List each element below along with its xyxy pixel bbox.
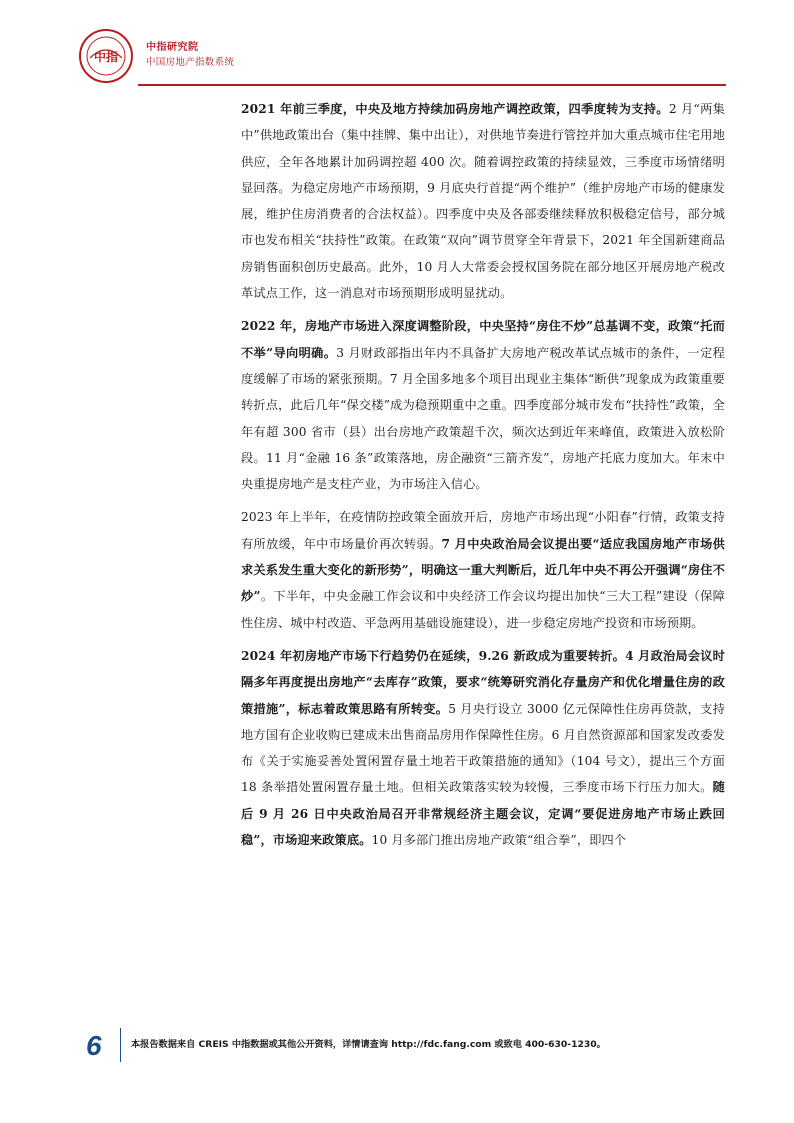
paragraph-2021 — [241, 96, 725, 306]
logo-glyph: 中指 — [93, 50, 119, 64]
body-text: 2023 年上半年，在疫情防控政策全面放开后，房地产市场出现“小阳春”行情，政策支持有所放缓，年中市场量价再次转弱。 — [241, 510, 725, 551]
body-text: 3 月财政部指出年内不具备扩大房地产税改革试点城市的条件，一定程度缓解了市场的紧张预期。7 月全国多地多个项目出现业主集体“断供”现象成为政策重要转折点，此后几年“保交楼”成为稳预期重中之重。四季度部分城市发布“扶持性”政策，全年有超 300 省市（县）出台房地产政策超千次，频次达到近年来峰值，政策进入放松阶段。11 月“金融 16 条”政策落地，房企融资“三箭齐发”，房地产托底力度加大。年末中央重提房地产是支柱产业，为市场注入信心。 — [241, 345, 725, 492]
emphasis-text: 2021 年前三季度，中央及地方持续加码房地产调控政策，四季度转为支持。 — [241, 102, 669, 116]
footer-divider — [120, 1028, 121, 1062]
report-body — [241, 96, 725, 860]
body-text: 10 月多部门推出房地产政策“组合拳”，即四个 — [371, 833, 627, 848]
page-header — [0, 0, 794, 100]
org-subtitle: 中国房地产指数系统 — [146, 57, 235, 68]
page-number: 6 — [86, 1030, 102, 1061]
emphasis-text: 2024 年初房地产市场下行趋势仍在延续，9.26 新政成为重要转折。4 月政治局会议时隔多年再度提出房地产“去库存”政策，要求“统筹研究消化存量房产和优化增量住房的政策措施”，标志着政策思路有所转变。 — [241, 648, 725, 716]
body-text: 5 月央行设立 3000 亿元保障性住房再贷款，支持地方国有企业收购已建成未出售商品房用作保障性住房。6 月自然资源部和国家发改委发布《关于实施妥善处置闲置存量土地若干政策措施的通知》（104 号文），提出三个方面 18 条举措处置闲置存量土地。但相关政策落实较为较慢，三季度市场下行压力加大。 — [241, 701, 726, 795]
header-divider — [138, 84, 726, 86]
paragraph-2024 — [241, 643, 725, 853]
body-text: 。下半年，中央金融工作会议和中央经济工作会议均提出加快“三大工程”建设（保障性住房、城中村改造、平急两用基础设施建设），进一步稳定房地产投资和市场预期。 — [241, 589, 725, 630]
data-source-note: 本报告数据来自 CREIS 中指数据或其他公开资料，详情请查询 http://fdc.fang.com 或致电 400-630-1230。 — [131, 1039, 606, 1050]
body-text: 2 月“两集中”供地政策出台（集中挂牌、集中出让），对供地节奏进行管控并加大重点城市住宅用地供应，全年各地累计加码调控超 400 次。随着调控政策的持续显效，三季度市场情绪明显回落。为稳定房地产市场预期，9 月底央行首提“两个维护”（维护房地产市场的健康发展，维护住房消费者的合法权益）。四季度中央及各部委继续释放积极稳定信号，部分城市也发布相关“扶持性”政策。在政策“双向”调节贯穿全年背景下，2021 年全国新建商品房销售面积创历史最高。此外，10 月人大常委会授权国务院在部分地区开展房地产税改革试点工作，这一消息对市场预期形成明显扰动。 — [241, 102, 725, 301]
org-name: 中指研究院 — [146, 42, 199, 53]
paragraph-2022 — [241, 313, 725, 497]
emphasis-text: 2022 年，房地产市场进入深度调整阶段，中央坚持“房住不炒”总基调不变，政策“托而不举”导向明确。 — [241, 319, 725, 360]
paragraph-2023 — [241, 504, 725, 635]
emphasis-text: 随后 9 月 26 日中央政治局召开非常规经济主题会议，定调“要促进房地产市场止跌回稳”，市场迎来政策底。 — [241, 780, 725, 848]
emphasis-text: 7 月中央政治局会议提出要“适应我国房地产市场供求关系发生重大变化的新形势”，明确这一重大判断后，近几年中央不再公开强调“房住不炒” — [241, 536, 725, 604]
creis-logo — [78, 28, 134, 84]
